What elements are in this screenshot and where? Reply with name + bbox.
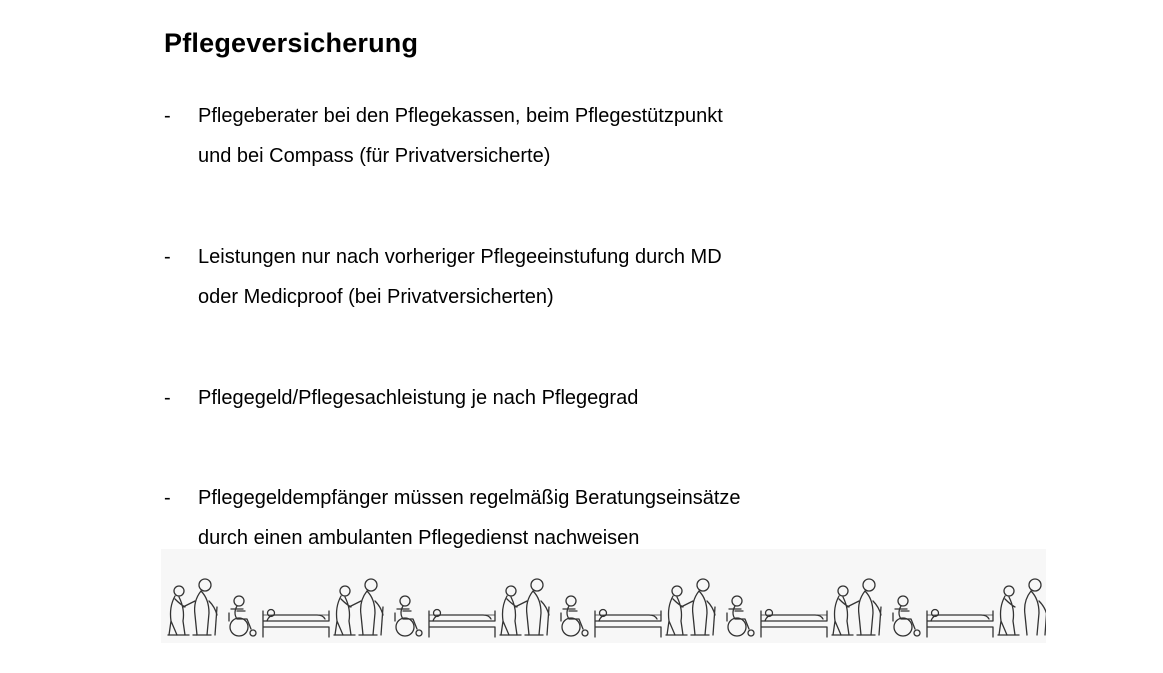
bullet-marker: - — [164, 387, 171, 409]
care-illustration-banner — [161, 549, 1046, 643]
bullet-line: Leistungen nur nach vorheriger Pflegeeinstufung durch MD — [198, 246, 722, 268]
bullet-line: durch einen ambulanten Pflegedienst nachweisen — [198, 527, 640, 549]
bullet-marker: - — [164, 105, 171, 127]
bullet-text — [198, 237, 858, 317]
bullet-line: und bei Compass (für Privatversicherte) — [198, 145, 551, 167]
caregiver-with-elderly-icon — [998, 579, 1046, 635]
bullet-line: Pflegeberater bei den Pflegekassen, beim Pflegestützpunkt — [198, 105, 723, 127]
bullet-text — [198, 96, 858, 176]
page-title: Pflegeversicherung — [164, 28, 419, 58]
bullet-text — [198, 378, 858, 418]
bullet-line: oder Medicproof (bei Privatversicherten) — [198, 286, 554, 308]
bullet-marker: - — [164, 487, 171, 509]
bullet-text — [198, 478, 858, 558]
bullet-line: Pflegegeldempfänger müssen regelmäßig Beratungseinsätze — [198, 487, 741, 509]
bullet-marker: - — [164, 246, 171, 268]
care-banner-svg — [161, 549, 1046, 643]
bullet-line: Pflegegeld/Pflegesachleistung je nach Pflegegrad — [198, 387, 639, 409]
